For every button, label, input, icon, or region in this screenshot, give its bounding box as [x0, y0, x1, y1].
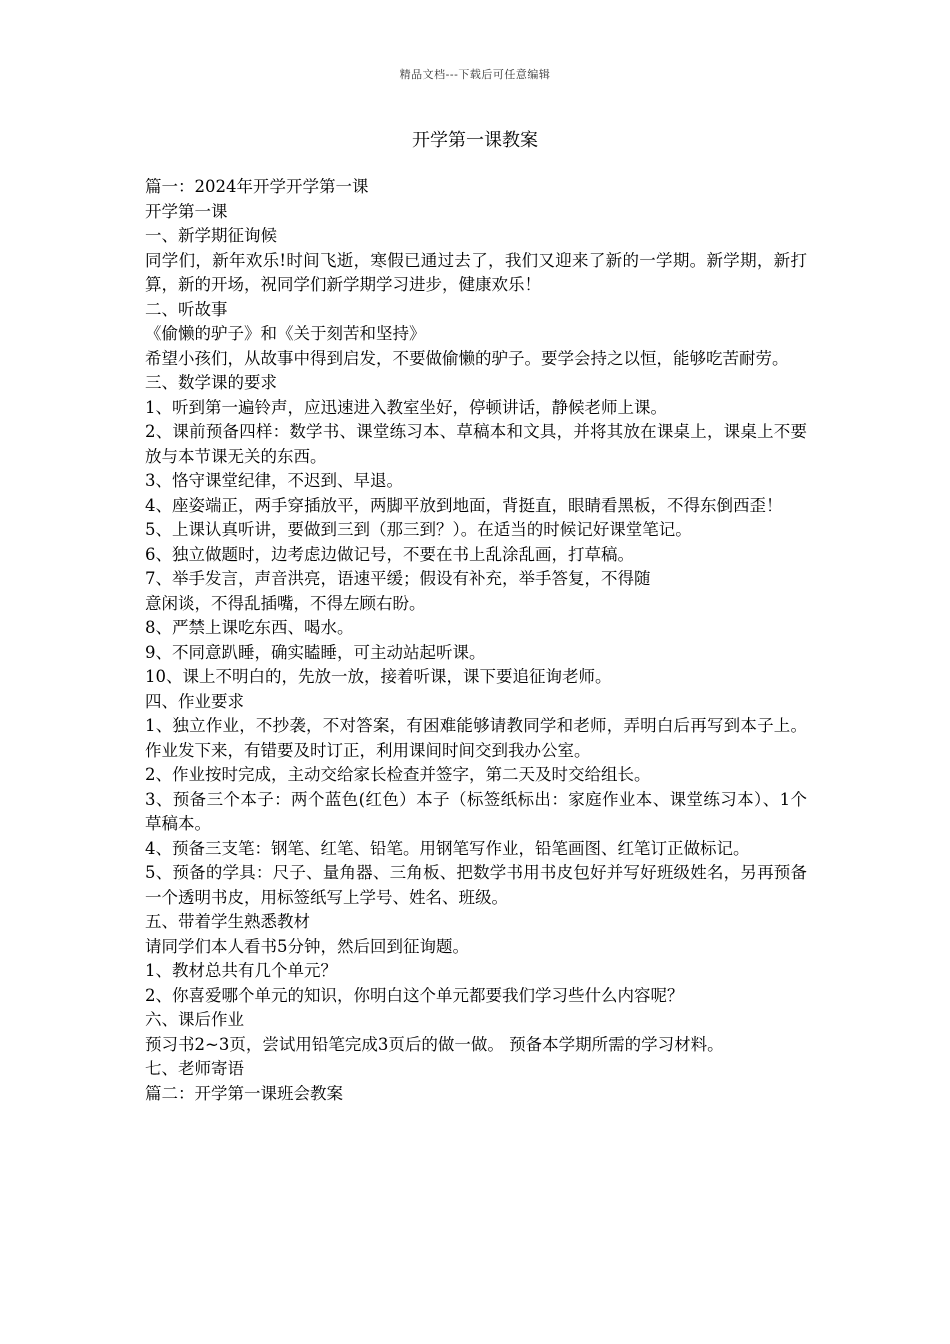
- paragraph: 五、带着学生熟悉教材: [145, 912, 310, 931]
- paragraph: 4、预备三支笔：钢笔、红笔、铅笔。用钢笔写作业，铅笔画图、红笔订正做标记。: [145, 838, 750, 858]
- paragraph: 10、课上不明白的，先放一放，接着听课，课下要追征询老师。: [145, 667, 612, 686]
- paragraph: 预习书2~3页，尝试用铅笔完成3页后的做一做。 预备本学期所需的学习材料。: [145, 1034, 724, 1054]
- paragraph: 意闲谈，不得乱插嘴，不得左顾右盼。: [145, 593, 426, 613]
- paragraph: 七、老师寄语: [145, 1059, 244, 1078]
- paragraph: 5、预备的学具：尺子、量角器、三角板、把数学书用书皮包好并写好班级姓名，另再预备一个透明书皮，用标签纸写上学号、姓名、班级。: [145, 863, 807, 907]
- paragraph: 2、你喜爱哪个单元的知识，你明白这个单元都要我们学习些什么内容呢？: [145, 985, 684, 1005]
- paragraph: 1、独立作业，不抄袭，不对答案，有困难能够请教同学和老师，弄明白后再写到本子上。作业发下来，有错要及时订正，利用课间时间交到我办公室。: [145, 716, 807, 760]
- paragraph: 6、独立做题时，边考虑边做记号，不要在书上乱涂乱画，打草稿。: [145, 544, 634, 564]
- paragraph: 9、不同意趴睡，确实瞌睡，可主动站起听课。: [145, 642, 486, 662]
- document-title: 开学第一课教案: [412, 130, 538, 151]
- paragraph: 篇一：2024年开学开学第一课: [145, 177, 369, 196]
- paragraph: 开学第一课: [145, 201, 228, 221]
- paragraph: 4、座姿端正，两手穿插放平，两脚平放到地面，背挺直，眼睛看黑板，不得东倒西歪！: [145, 495, 783, 515]
- paragraph: 二、听故事: [145, 299, 228, 319]
- page-header: 精品文档---下载后可任意编辑: [399, 68, 551, 81]
- paragraph: 8、严禁上课吃东西、喝水。: [145, 618, 354, 637]
- paragraph: 5、上课认真听讲，要做到三到（那三到？）。在适当的时候记好课堂笔记。: [145, 520, 692, 539]
- paragraph: 2、课前预备四样：数学书、课堂练习本、草稿本和文具，并将其放在课桌上，课桌上不要放与本节课无关的东西。: [145, 422, 807, 466]
- paragraph: 2、作业按时完成，主动交给家长检查并签字，第二天及时交给组长。: [145, 765, 651, 784]
- paragraph: 一、新学期征询候: [145, 226, 277, 245]
- document-body: [145, 175, 807, 1106]
- paragraph: 3、恪守课堂纪律，不迟到、早退。: [145, 471, 403, 490]
- paragraph: 四、作业要求: [145, 691, 244, 711]
- paragraph: 3、预备三个本子：两个蓝色(红色）本子（标签纸标出：家庭作业本、课堂练习本）、1个草稿本。: [145, 789, 807, 833]
- paragraph: 同学们，新年欢乐!时间飞逝，寒假已通过去了，我们又迎来了新的一学期。新学期，新打算，新的开场，祝同学们新学期学习进步，健康欢乐！: [145, 250, 807, 294]
- paragraph: 7、举手发言，声音洪亮，语速平缓；假设有补充，举手答复，不得随: [145, 569, 651, 588]
- paragraph: 六、课后作业: [145, 1010, 244, 1029]
- paragraph: 希望小孩们，从故事中得到启发，不要做偷懒的驴子。要学会持之以恒，能够吃苦耐劳。: [145, 348, 789, 368]
- paragraph: 请同学们本人看书5分钟，然后回到征询题。: [145, 936, 469, 956]
- paragraph: 《偷懒的驴子》和《关于刻苦和坚持》: [145, 324, 426, 343]
- paragraph: 篇二：开学第一课班会教案: [145, 1083, 343, 1103]
- paragraph: 1、听到第一遍铃声，应迅速进入教室坐好，停顿讲话，静候老师上课。: [145, 397, 667, 417]
- paragraph: 三、数学课的要求: [145, 373, 277, 392]
- paragraph: 1、教材总共有几个单元？: [145, 961, 337, 980]
